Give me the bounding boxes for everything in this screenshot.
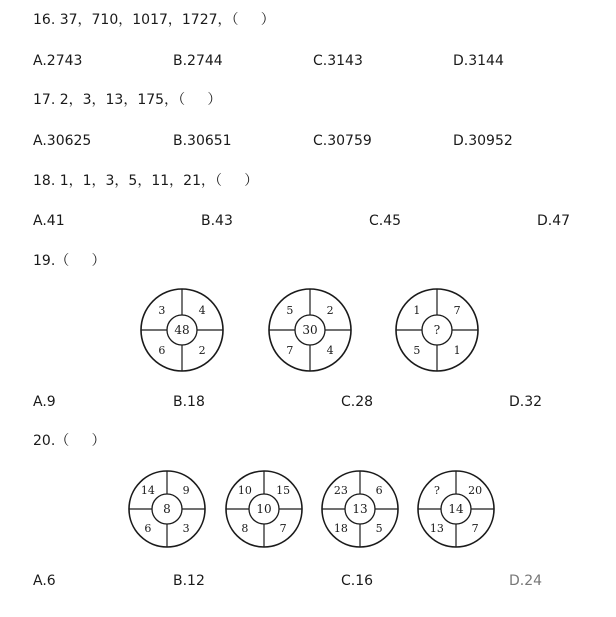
question-19-stem: 19.（ ） [33, 253, 106, 269]
q17-option-d: D.30952 [453, 133, 513, 149]
wheel-value-tl: 14 [140, 483, 155, 497]
q19-option-c: C.28 [341, 394, 374, 410]
wheel-value-tl: 3 [158, 303, 166, 317]
wheel-value-br: 5 [375, 522, 383, 536]
wheel-value-bl: 6 [144, 522, 152, 536]
wheel-value-tl: 5 [286, 303, 294, 317]
q19-option-d: D.32 [509, 394, 543, 410]
wheel-value-br: 2 [198, 344, 206, 358]
wheel-value-bl: 13 [429, 522, 444, 536]
wheel-1 [141, 289, 223, 371]
question-18-stem: 18. 1，1，3，5，11，21，（ ） [33, 173, 259, 189]
wheel-value-bl: 5 [413, 344, 421, 358]
wheel-value-tl: 23 [333, 483, 348, 497]
wheel-3 [322, 471, 398, 547]
q19-option-a: A.9 [33, 394, 56, 410]
q16-option-b: B.2744 [173, 53, 223, 69]
wheel-value-bl: 7 [286, 344, 294, 358]
q18-option-a: A.41 [33, 213, 65, 229]
figure-19 [141, 289, 478, 371]
wheel-value-center: 13 [352, 502, 368, 516]
wheel-value-br: 7 [471, 522, 479, 536]
question-17-stem: 17. 2，3，13，175，（ ） [33, 92, 222, 108]
q18-option-d: D.47 [537, 213, 571, 229]
q17-option-c: C.30759 [313, 133, 372, 149]
wheel-value-tr: 2 [326, 303, 334, 317]
wheel-value-bl: 18 [333, 522, 348, 536]
wheel-value-center: 8 [163, 502, 171, 516]
question-16-stem: 16. 37，710，1017，1727，（ ） [33, 12, 275, 28]
wheel-value-br: 1 [453, 344, 461, 358]
q17-option-b: B.30651 [173, 133, 232, 149]
wheel-value-center: 14 [448, 502, 464, 516]
wheel-value-tr: 6 [375, 483, 383, 497]
wheel-4 [418, 471, 494, 547]
wheel-value-bl: 6 [158, 344, 166, 358]
wheel-value-br: 3 [182, 522, 190, 536]
wheel-value-tr: 7 [453, 303, 461, 317]
wheel-value-center: ? [433, 323, 441, 337]
wheel-3 [396, 289, 478, 371]
q20-option-a: A.6 [33, 573, 56, 589]
q20-option-c: C.16 [341, 573, 374, 589]
figure-20 [129, 471, 494, 547]
q18-option-b: B.43 [201, 213, 233, 229]
wheel-value-tr: 9 [182, 483, 190, 497]
wheel-1 [129, 471, 205, 547]
q17-option-a: A.30625 [33, 133, 92, 149]
q16-option-c: C.3143 [313, 53, 363, 69]
wheel-2 [269, 289, 351, 371]
wheel-2 [226, 471, 302, 547]
q20-option-b: B.12 [173, 573, 205, 589]
q20-option-d: D.24 [509, 573, 543, 589]
wheel-value-tl: 10 [237, 483, 252, 497]
wheel-value-center: 30 [302, 323, 318, 337]
q19-option-b: B.18 [173, 394, 205, 410]
wheel-value-center: 10 [256, 502, 272, 516]
wheel-value-tl: 1 [413, 303, 421, 317]
wheel-value-tl: ? [433, 483, 440, 497]
wheel-value-tr: 15 [276, 483, 291, 497]
wheel-value-br: 7 [279, 522, 287, 536]
wheel-value-tr: 4 [198, 303, 206, 317]
wheel-value-center: 48 [174, 323, 190, 337]
wheel-value-tr: 20 [468, 483, 483, 497]
wheel-value-br: 4 [326, 344, 334, 358]
q16-option-a: A.2743 [33, 53, 83, 69]
wheel-value-bl: 8 [241, 522, 249, 536]
q16-option-d: D.3144 [453, 53, 504, 69]
question-20-stem: 20.（ ） [33, 433, 106, 449]
q18-option-c: C.45 [369, 213, 402, 229]
